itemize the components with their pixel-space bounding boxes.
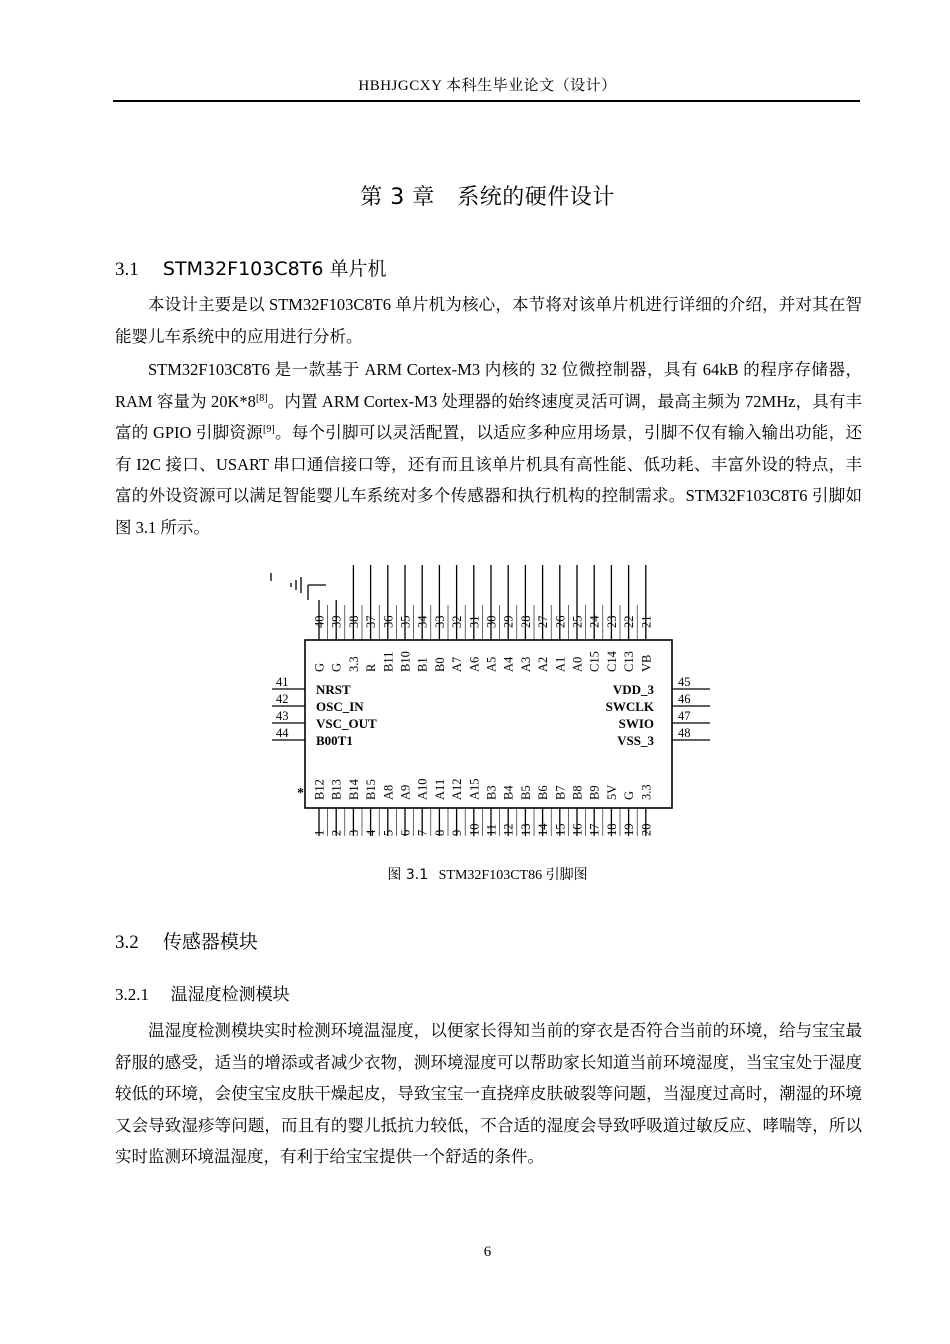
section-number: 3.2.1 [115, 985, 149, 1004]
top-pin-number: 33 [432, 615, 447, 628]
bottom-pin-label: A9 [398, 784, 413, 800]
right-pin-label: SWCLK [605, 699, 654, 714]
page-number: 6 [483, 1244, 492, 1260]
left-pin-label: B00T1 [316, 733, 353, 748]
right-pin-label: VSS_3 [617, 733, 654, 748]
top-pin-number: 24 [587, 615, 602, 628]
bottom-pin-label: B13 [329, 779, 344, 800]
top-pin-label: A2 [536, 656, 551, 672]
top-pin-number: 29 [501, 615, 516, 628]
bottom-pin-label: B7 [553, 785, 568, 800]
bottom-pin-number: 15 [553, 823, 568, 836]
right-pin-number: 45 [678, 675, 691, 689]
right-pin-number: 47 [678, 709, 691, 723]
bottom-pin-number: 20 [639, 823, 654, 836]
top-pin-number: 31 [467, 615, 482, 628]
section-heading-3-2-1 [115, 980, 290, 1005]
bottom-pin-number: 18 [604, 823, 619, 836]
paragraph-intro: 本设计主要是以 STM32F103C8T6 单片机为核心，本节将对该单片机进行详细的介绍，并对其在智能婴儿车系统中的应用进行分析。 [115, 295, 862, 346]
top-pin-label: 3.3 [346, 656, 361, 672]
top-pin-label: A5 [484, 656, 499, 672]
bottom-pin-label: B14 [346, 779, 361, 800]
bottom-pin-number: 14 [536, 823, 551, 836]
bottom-pin-number: 16 [570, 823, 585, 836]
top-pin-number: 23 [604, 615, 619, 628]
left-pin-number: 41 [276, 675, 289, 689]
bottom-pin-label: A10 [415, 778, 430, 800]
bottom-pin-label: B6 [536, 785, 551, 800]
bottom-pin-label: A12 [450, 778, 465, 800]
top-pin-label: A7 [450, 656, 465, 672]
bottom-pin-number: 4 [364, 829, 379, 836]
left-pin-label: OSC_IN [316, 699, 364, 714]
bottom-pin-number: 13 [518, 823, 533, 836]
top-pin-number: 36 [381, 615, 396, 628]
bottom-pin-number: 19 [622, 823, 637, 836]
left-pin-number: 42 [276, 692, 289, 706]
bottom-pin-number: 17 [587, 823, 602, 836]
right-pin-number: 46 [678, 692, 691, 706]
section-number: 3.1 [115, 259, 139, 280]
top-pin-label: B10 [398, 651, 413, 672]
bottom-pin-number: 8 [432, 829, 447, 836]
right-pin-label: SWIO [618, 716, 654, 731]
paragraph-temp-humidity: 温湿度检测模块实时检测环境温湿度，以便家长得知当前的穿衣是否符合当前的环境，给与宝宝最舒服的感受，适当的增添或者减少衣物，测环境湿度可以帮助家长知道当前环境湿度，当宝宝处于湿度较低的环境，会使宝宝皮肤干燥起皮，导致宝宝一直挠痒皮肤破裂等问题，当湿度过高时，潮湿的环境又会导致湿疹等问题，而且有的婴儿抵抗力较低，不合适的湿度会导致呼吸道过敏反应、哮喘等，所以实时监测环境温湿度，有利于给宝宝提供一个舒适的条件。 [115, 1021, 862, 1167]
top-pin-label: G [312, 662, 327, 672]
section-number: 3.2 [115, 932, 139, 953]
bottom-pin-label: G [622, 790, 637, 800]
top-pin-number: 28 [518, 615, 533, 628]
bottom-pin-label: B3 [484, 785, 499, 800]
bottom-pin-number: 10 [467, 823, 482, 836]
page-header: HBHJGCXY 本科生毕业论文（设计） [358, 78, 617, 94]
top-pin-label: A3 [518, 656, 533, 672]
bottom-pin-label: B5 [518, 785, 533, 800]
top-pin-label: G [329, 662, 344, 672]
top-pin-number: 26 [553, 615, 568, 628]
bottom-pin-label: B15 [364, 779, 379, 800]
top-pin-number: 39 [329, 615, 344, 628]
top-pin-label: A4 [501, 656, 516, 672]
section-title: 温湿度检测模块 [170, 985, 290, 1005]
bottom-pin-number: 2 [329, 829, 344, 836]
bottom-pin-number: 7 [415, 829, 430, 836]
bottom-pin-number: 3 [346, 829, 361, 836]
top-pin-number: 35 [398, 615, 413, 628]
chapter-title: 第 3 章 系统的硬件设计 [360, 185, 615, 210]
right-pin-number: 48 [678, 726, 691, 740]
left-pin-label: VSC_OUT [316, 716, 377, 731]
figure-caption [115, 864, 860, 884]
top-pin-label: R [364, 663, 379, 672]
right-pin-label: VDD_3 [612, 682, 654, 697]
top-pin-number: 40 [312, 615, 327, 628]
section-title: STM32F103C8T6 单片机 [162, 258, 387, 280]
top-pin-number: 34 [415, 615, 430, 628]
top-pin-label: A6 [467, 656, 482, 672]
section-heading-3-2 [115, 927, 258, 954]
top-pin-label: B1 [415, 657, 430, 672]
bottom-pin-number: 6 [398, 829, 413, 836]
section-heading-3-1 [115, 254, 386, 281]
top-pin-number: 32 [450, 615, 465, 628]
top-pin-label: B11 [381, 651, 396, 672]
bottom-pin-label: A15 [467, 778, 482, 800]
bottom-pin-label: 5V [604, 784, 619, 800]
bottom-pin-label: 3.3 [639, 784, 654, 800]
bottom-pin-label: A8 [381, 784, 396, 800]
top-pin-label: A1 [553, 656, 568, 672]
bottom-pin-label: B8 [570, 785, 585, 800]
top-pin-number: 38 [346, 615, 361, 628]
bottom-pin-number: 12 [501, 823, 516, 836]
bottom-pin-label: A11 [432, 778, 447, 800]
top-pin-number: 25 [570, 615, 585, 628]
bottom-pin-label: B12 [312, 779, 327, 800]
caption-label: 图 3.1 [387, 867, 429, 883]
paragraph-stm32-description [115, 354, 862, 544]
left-pin-number: 43 [276, 709, 289, 723]
top-pin-label: B0 [432, 657, 447, 672]
left-pin-label: NRST [316, 682, 351, 697]
top-pin-label: C13 [622, 651, 637, 672]
section-title: 传感器模块 [162, 931, 258, 953]
top-pin-label: VB [639, 654, 654, 672]
top-pin-label: C15 [587, 651, 602, 672]
citation-ref-8: [8] [255, 392, 268, 404]
top-pin-label: A0 [570, 656, 585, 672]
top-pin-label: C14 [604, 651, 619, 672]
bottom-pin-number: 11 [484, 823, 499, 836]
bottom-pin-label: B9 [587, 785, 602, 800]
top-pin-number: 22 [622, 615, 637, 628]
header-rule [113, 100, 860, 102]
stm32-pinout-diagram [268, 565, 718, 845]
bottom-pin-label: B4 [501, 785, 516, 800]
pin1-marker: * [297, 786, 304, 801]
para2-part1: STM32F103C8T6 是一款基于 ARM Cortex-M3 内核的 32 位微控制器，具有 64kB 的程序存储器，RAM 容量为 20K*8 [115, 360, 862, 411]
top-pin-number: 21 [639, 615, 654, 628]
bottom-pin-number: 9 [450, 829, 465, 836]
bottom-pin-number: 1 [312, 829, 327, 836]
para2-part2: 。内置 ARM Cortex-M3 处理器的始终速度灵活可调，最高主频为 72MHz，具有丰富的 GPIO 引脚资源 [115, 391, 862, 443]
caption-text: STM32F103CT86 引脚图 [438, 868, 588, 883]
left-pin-number: 44 [276, 726, 289, 740]
para2-part3: 。每个引脚可以灵活配置，以适应多种应用场景，引脚不仅有输入输出功能，还有 I2C 接口、USART 串口通信接口等，还有而且该单片机具有高性能、低功耗、丰富外设的特点，丰富的外设资源可以满足智能婴儿车系统对多个传感器和执行机构的控制需求。STM32F103C8T6 引脚如图 3.1 所示。 [115, 423, 862, 537]
top-pin-number: 37 [364, 615, 379, 628]
bottom-pin-number: 5 [381, 829, 396, 836]
top-pin-number: 30 [484, 615, 499, 628]
citation-ref-9: [9] [263, 424, 275, 436]
top-pin-number: 27 [536, 615, 551, 628]
ground-icon [291, 577, 326, 600]
